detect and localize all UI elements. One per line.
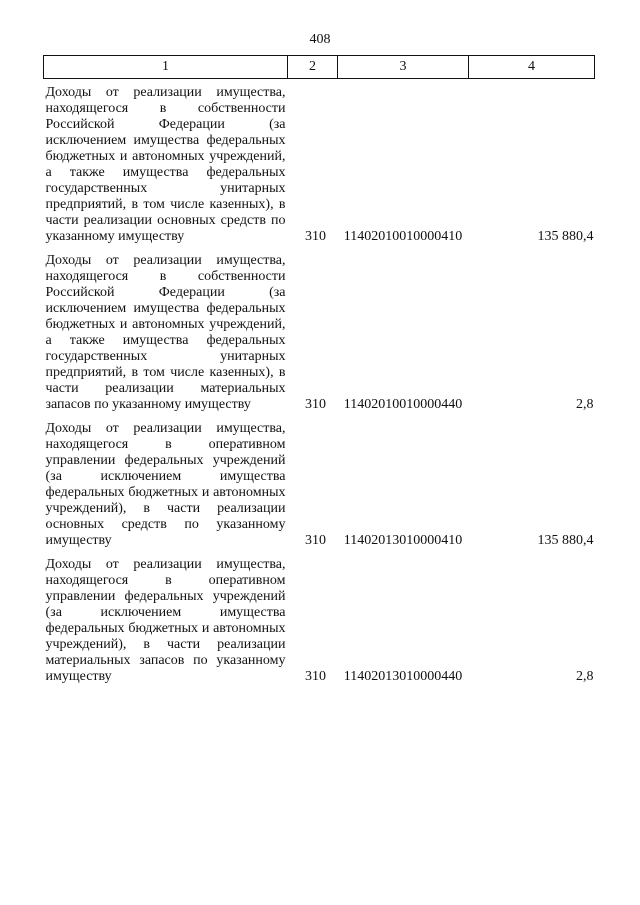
revenue-description: Доходы от реализации имущества, находящегося в собственности Российской Федерации (за исключением имущества федеральных бюджетных и автономных учреждений, а также имущества федеральных государственных унитарных предприятий, в том числе казенных), в части реализации материальных запасов по указанному имуществу [45,253,286,412]
table-body [44,79,595,686]
column-header-1: 1 [44,56,288,79]
table-row [44,79,595,246]
table-header [44,56,595,79]
revenue-amount: 135 880,4 [537,229,594,244]
revenue-description: Доходы от реализации имущества, находящегося в собственности Российской Федерации (за исключением имущества федеральных бюджетных и автономных учреждений, а также имущества федеральных государственных унитарных предприятий, в том числе казенных), в части реализации основных средств по указанному имуществу [45,85,286,244]
budget-classification-code: 11402013010000440 [343,669,463,684]
revenue-amount: 135 880,4 [537,533,594,548]
column-header-3: 3 [338,56,469,79]
administrator-code: 310 [305,533,326,548]
revenue-description: Доходы от реализации имущества, находящегося в оперативном управлении федеральных учреждений (за исключением имущества федеральных бюджетных и автономных учреждений), в части реализации материальных запасов по указанному имуществу [45,557,286,684]
table-row [44,413,595,549]
revenue-description: Доходы от реализации имущества, находящегося в оперативном управлении федеральных учреждений (за исключением имущества федеральных бюджетных и автономных учреждений), в части реализации основных средств по указанному имуществу [45,421,286,548]
page-number: 408 [309,32,331,47]
administrator-code: 310 [305,397,326,412]
budget-classification-code: 11402010010000410 [343,229,463,244]
table-row [44,245,595,413]
administrator-code: 310 [305,229,326,244]
column-header-4: 4 [469,56,595,79]
header-row [44,56,595,79]
budget-classification-code: 11402010010000440 [343,397,463,412]
budget-classification-code: 11402013010000410 [343,533,463,548]
column-header-2: 2 [288,56,338,79]
revenue-amount: 2,8 [576,669,594,684]
table-row [44,549,595,685]
administrator-code: 310 [305,669,326,684]
revenue-amount: 2,8 [576,397,594,412]
budget-revenue-table [43,55,595,685]
